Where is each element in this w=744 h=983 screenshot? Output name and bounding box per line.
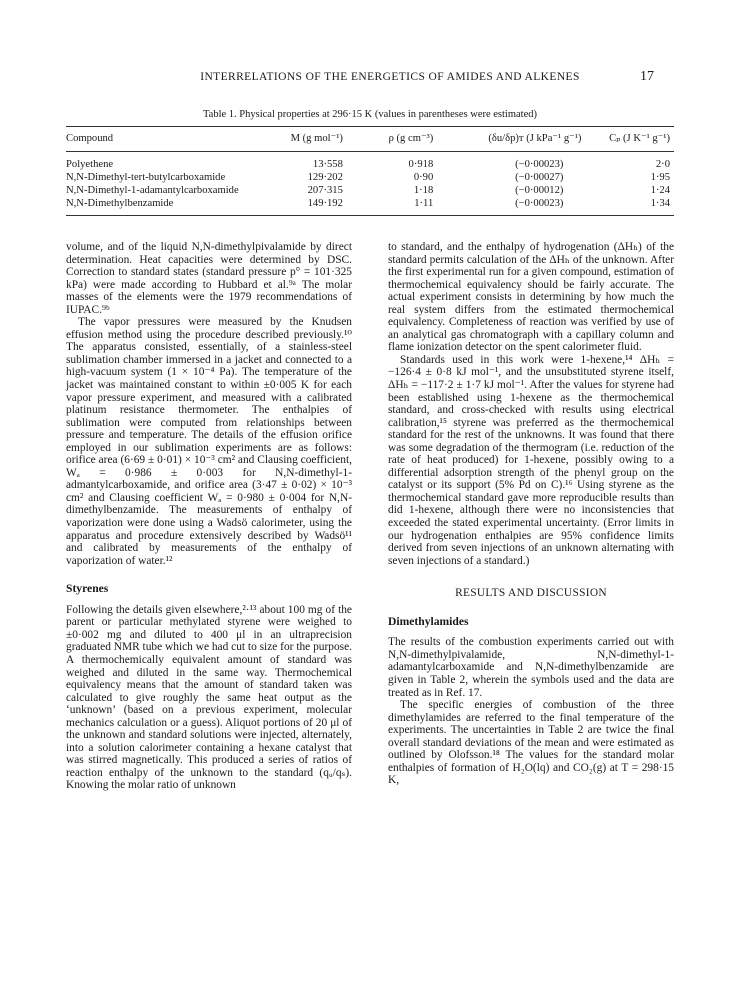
- cell-compound: Polyethene: [66, 159, 114, 170]
- col-density: ρ (g cm⁻³): [388, 133, 434, 144]
- cell-heat-capacity: 1·24: [650, 185, 670, 196]
- cell-heat-capacity: 1·95: [650, 172, 670, 183]
- cell-dudp: (−0·00012): [515, 185, 564, 196]
- cell-density: 0·918: [408, 159, 434, 170]
- cell-compound: N,N-Dimethyl-tert-butylcarboxamide: [66, 172, 226, 183]
- table-header-row: [66, 127, 674, 152]
- running-head: INTERRELATIONS OF THE ENERGETICS OF AMIDES AND ALKENES: [200, 71, 580, 83]
- paragraph: Following the details given elsewhere,²·¹³ about 100 mg of the parent or particular methylated styrene were weighed to ±0·002 mg and diluted to 400 μl in an ultraprecision graduated NMR tube which we had cut to size for the purpose. A thermochemically equivalent amount of standard was weighed and diluted in the same way. Thermochemical equivalency means that the amount of standard taken was calculated to give roughly the same heat output as the ‘unknown’ (based on a previous experiment, molecular mechanics calculation or a guess). Aliquot portions of 20 μl of the unknown and standard solutions were injected, alternately, into a solution calorimeter containing a hexane catalyst that was stirred magnetically. This produced a series of ratios of reaction enthalpy of the unknown to the standard (qᵤ/qₛ). Knowing the molar ratio of unknown: [66, 603, 352, 792]
- col-dudp: (δu/δp)ᴛ (J kPa⁻¹ g⁻¹): [488, 133, 582, 144]
- cell-heat-capacity: 2·0: [655, 159, 670, 170]
- table-row: [66, 171, 674, 184]
- cell-dudp: (−0·00027): [515, 172, 564, 183]
- cell-dudp: (−0·00023): [515, 198, 564, 209]
- paragraph: Standards used in this work were 1-hexene,¹⁴ ΔHₕ = −126·4 ± 0·8 kJ mol⁻¹, and the unsubstituted styrene itself, ΔHₕ = −117·2 ± 1·7 kJ mol⁻¹. After the values for styrene had been established using 1-hexene as the thermochemical standard, and cross-checked with results using electrical calibration,¹⁵ styrene was preferred as the thermochemical standard for the rest of the unknowns. It was found that there was some degradation of the thermogram (i.e. reduction of the rate of heat produced) for 1-hexene, possibly owing to a differential adsorption strength of the phenyl group on the catalyst or its support (5% Pd on C).¹⁶ Using styrene as the thermochemical standard gave more reproducible results than did 1-hexene, although there were no inconsistencies that exceeded the stated experimental uncertainty. (Error limits in our hydrogenation enthalpies are 95% confidence limits derived from seven injections of an unknown alternating with seven injections of a standard.): [388, 353, 674, 567]
- paragraph: volume, and of the liquid N,N-dimethylpivalamide by direct determination. Heat capacities were determined by DSC. Correction to standard states (standard pressure p° = 101·325 kPa) were made according to Hubbard et al.⁹ᵃ The molar masses of the elements were the 1979 recommendations of IUPAC.⁹ᵇ: [66, 241, 352, 316]
- page-number: 17: [640, 69, 654, 84]
- subheading-dimethylamides: Dimethylamides: [388, 614, 469, 628]
- table-row: [66, 197, 674, 216]
- table-row: [66, 152, 674, 172]
- col-molar-mass: M (g mol⁻¹): [290, 133, 343, 144]
- table-row: [66, 184, 674, 197]
- table-caption: Table 1. Physical properties at 296·15 K (values in parentheses were estimated): [203, 109, 537, 120]
- paragraph: The results of the combustion experiments carried out with N,N-dimethylpivalamide, N,N-dimethyl-1-adamantylcarboxamide and N,N-dimethylbenzamide are given in Table 2, wherein the symbols used and the data are treated as in Ref. 17.: [388, 636, 674, 699]
- paragraph: to standard, and the enthalpy of hydrogenation (ΔHₕ) of the standard permits calculation of the ΔHₕ of the unknown. After the first experimental run for a given compound, estimation of thermochemical equivalency should be fairly accurate. The actual experiment consists in determining by how much the real system differs from the estimated thermochemical equivalency. Completeness of reaction was verified by use of an analytical gas chromatograph with a capillary column and flame ionization detector on the spent calorimeter fluid.: [388, 241, 674, 354]
- col-compound: Compound: [66, 133, 114, 144]
- cell-molar-mass: 149·192: [307, 198, 343, 209]
- cell-molar-mass: 207·315: [307, 185, 343, 196]
- section-heading-results: RESULTS AND DISCUSSION: [455, 587, 607, 600]
- cell-density: 1·18: [413, 185, 434, 196]
- paragraph: The specific energies of combustion of the three dimethylamides are referred to the final temperature of the experiments. The uncertainties in Table 2 are twice the final overall standard deviations of the mean and were estimated as outlined by Olofsson.¹⁸ The values for the standard molar enthalpies of formation of H₂O(lq) and CO₂(g) at T = 298·15 K,: [388, 699, 674, 787]
- paragraph: The vapor pressures were measured by the Knudsen effusion method using the procedure described previously.¹⁰ The apparatus consisted, essentially, of a stainless-steel sublimation chamber immersed in a jacket and connected to a high-vacuum system (1 × 10⁻⁴ Pa). The temperature of the jacket was maintained constant to within ±0·005 K for each vapor pressure experiment, and measured with a calibrated platinum resistance thermometer. The enthalpies of sublimation were computed from relationships between pressure and temperature. The details of the effusion orifice employed in our sublimation experiments are as follows: orifice area (6·69 ± 0·01) × 10⁻³ cm² and Clausing coefficient, Wₐ = 0·986 ± 0·003 for N,N-dimethyl-1-admantylcarboxamide, and orifice area (3·47 ± 0·02) × 10⁻³ cm² and Clausing coefficient Wₐ = 0·980 ± 0·004 for N,N-dimethylbenzamide. The measurements of enthalpy of vaporization were done using a Wadsö calorimeter, using the apparatus and procedure extensively described by Wadsö¹¹ and calibrated by measurements of the enthalpy of vaporization of water.¹²: [66, 316, 352, 567]
- cell-dudp: (−0·00023): [515, 159, 564, 170]
- cell-density: 0·90: [413, 172, 434, 183]
- right-column: [388, 241, 674, 787]
- cell-heat-capacity: 1·34: [650, 198, 670, 209]
- section-heading-styrenes: Styrenes: [66, 582, 109, 596]
- properties-table: [66, 126, 674, 216]
- cell-molar-mass: 129·202: [307, 172, 343, 183]
- cell-density: 1·11: [414, 198, 434, 209]
- col-heat-capacity: Cₚ (J K⁻¹ g⁻¹): [609, 133, 670, 144]
- left-column: [66, 241, 352, 792]
- cell-molar-mass: 13·558: [312, 159, 343, 170]
- cell-compound: N,N-Dimethylbenzamide: [66, 198, 174, 209]
- cell-compound: N,N-Dimethyl-1-adamantylcarboxamide: [66, 185, 239, 196]
